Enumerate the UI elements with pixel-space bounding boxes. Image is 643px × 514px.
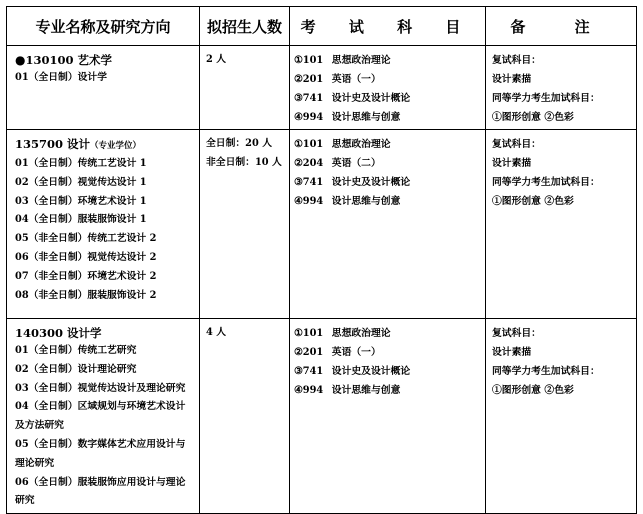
program-heading: [15, 324, 195, 342]
direction-item: 02（全日制）视觉传达设计 1: [15, 176, 147, 188]
remark-line: 复试科目：: [492, 328, 541, 339]
program-row: [7, 130, 637, 319]
exam-cell: [290, 46, 486, 130]
program-code: 140300: [15, 326, 64, 340]
quota-cell: [200, 46, 290, 130]
program-code: 130100: [25, 53, 74, 67]
direction-item: 08（非全日制）服装服饰设计 2: [15, 289, 157, 301]
major-cell: [7, 46, 200, 130]
exam-subject: ④994 设计思维与创意: [294, 196, 401, 207]
program-name: 设计学: [67, 326, 102, 340]
program-row: [7, 319, 637, 514]
major-cell: [7, 319, 200, 514]
exam-cell: [290, 319, 486, 514]
remark-line: ①图形创意 ②色彩: [492, 385, 574, 396]
quota-cell: [200, 130, 290, 319]
header-quota: 拟招生人数: [200, 7, 290, 46]
direction-item: 06（全日制）服装服饰应用设计与理论研究: [15, 476, 186, 507]
remark-cell: [486, 319, 637, 514]
direction-item: 04（全日制）服装服饰设计 1: [15, 214, 147, 226]
program-heading: [15, 51, 195, 69]
direction-item: 05（非全日制）传统工艺设计 2: [15, 233, 157, 245]
exam-cell: [290, 130, 486, 319]
bullet-marker: ●: [15, 53, 26, 67]
exam-subject: ②201 英语（一）: [294, 347, 381, 358]
exam-subject: ①101 思想政治理论: [294, 55, 391, 66]
program-row: [7, 46, 637, 130]
remark-line: 同等学力考生加试科目：: [492, 177, 600, 188]
remark-line: 复试科目：: [492, 139, 541, 150]
header-exam: 考 试 科 目: [290, 7, 486, 46]
remark-line: 设计素描: [492, 347, 532, 358]
program-code: 135700: [15, 137, 64, 151]
exam-subject: ④994 设计思维与创意: [294, 385, 401, 396]
remark-cell: [486, 46, 637, 130]
remark-line: 设计素描: [492, 74, 532, 85]
remark-line: ①图形创意 ②色彩: [492, 112, 574, 123]
exam-subject: ②201 英语（一）: [294, 74, 381, 85]
remark-line: 同等学力考生加试科目：: [492, 93, 600, 104]
direction-item: 01（全日制）传统工艺研究: [15, 345, 137, 356]
exam-subject: ③741 设计史及设计概论: [294, 366, 411, 377]
direction-item: 07（非全日制）环境艺术设计 2: [15, 270, 157, 282]
direction-item: 01（全日制）设计学: [15, 72, 108, 83]
header-major: 专业名称及研究方向: [7, 7, 200, 46]
remark-line: 同等学力考生加试科目：: [492, 366, 600, 377]
direction-item: 03（全日制）环境艺术设计 1: [15, 195, 147, 207]
quota-cell: [200, 319, 290, 514]
quota-value: 4 人: [206, 327, 227, 338]
direction-item: 06（非全日制）视觉传达设计 2: [15, 251, 157, 263]
exam-subject: ③741 设计史及设计概论: [294, 177, 411, 188]
remark-line: 设计素描: [492, 158, 532, 169]
header-row: [7, 7, 637, 46]
exam-subject: ③741 设计史及设计概论: [294, 93, 411, 104]
quota-value: 非全日制：10 人: [206, 156, 282, 168]
direction-item: 01（全日制）传统工艺设计 1: [15, 158, 147, 169]
header-remark: 备 注: [486, 7, 637, 46]
program-name: 艺术学: [77, 53, 113, 67]
remark-line: ①图形创意 ②色彩: [492, 196, 574, 207]
exam-subject: ②204 英语（二）: [294, 158, 381, 169]
direction-item: 05（全日制）数字媒体艺术应用设计与理论研究: [15, 438, 186, 469]
admissions-table: [6, 6, 637, 514]
exam-subject: ①101 思想政治理论: [294, 328, 391, 339]
direction-item: 03（全日制）视觉传达设计及理论研究: [15, 382, 186, 394]
direction-item: 02（全日制）设计理论研究: [15, 363, 137, 375]
major-cell: [7, 130, 200, 319]
quota-value: 全日制：20 人: [206, 138, 273, 149]
program-name: 设计: [67, 137, 91, 151]
quota-value: 2 人: [206, 54, 227, 65]
direction-item: 04（全日制）区域规划与环境艺术设计及方法研究: [15, 401, 186, 432]
remark-cell: [486, 130, 637, 319]
exam-subject: ①101 思想政治理论: [294, 139, 391, 150]
exam-subject: ④994 设计思维与创意: [294, 112, 401, 123]
remark-line: 复试科目：: [492, 55, 541, 66]
program-tag: （专业学位）: [90, 141, 142, 151]
program-heading: [15, 135, 195, 155]
